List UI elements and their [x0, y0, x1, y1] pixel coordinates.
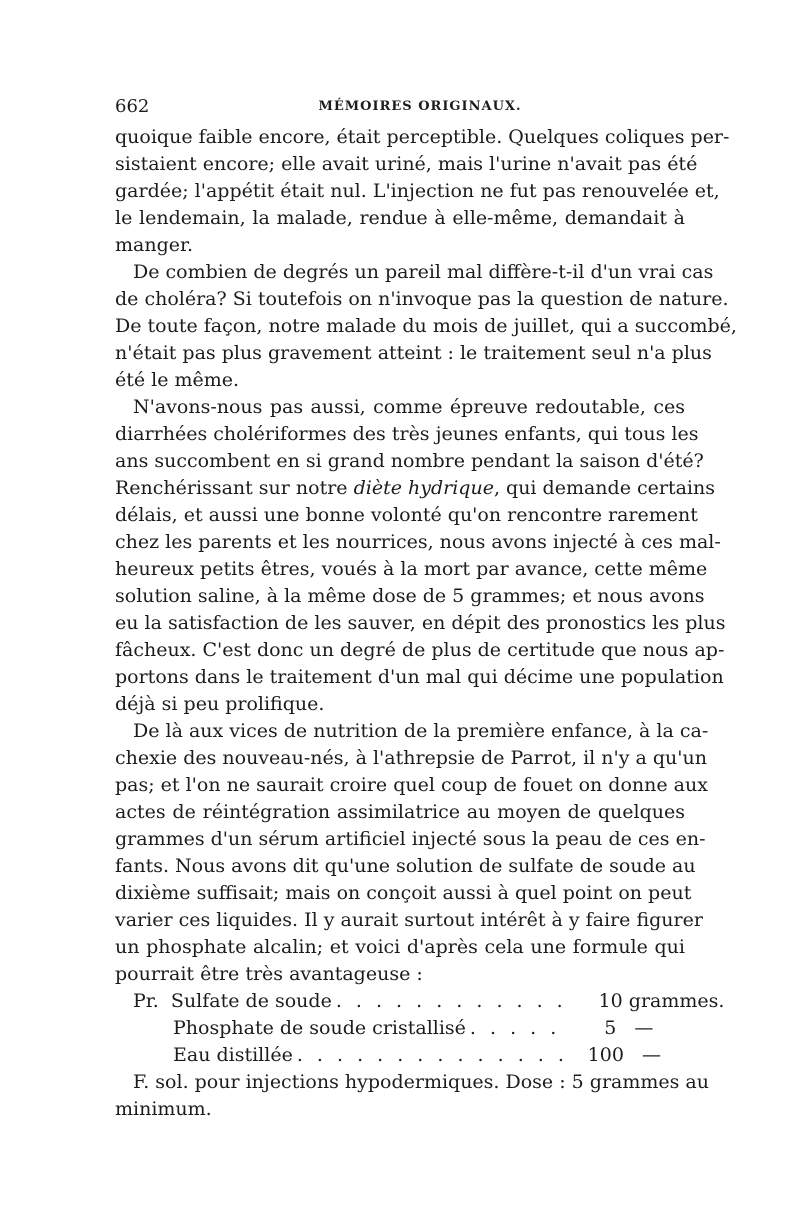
text-line: De là aux vices de nutrition de la première enfance, à la ca-	[133, 720, 709, 742]
text-line: de choléra? Si toutefois on n'invoque pas la question de nature.	[115, 288, 729, 310]
ingredient-quantity	[564, 1015, 714, 1042]
ingredient-name: Sulfate de soude	[170, 990, 332, 1012]
text-line-with-italic	[115, 475, 715, 502]
text-fragment: , qui demande certains	[493, 477, 715, 499]
text-line: fâcheux. C'est donc un degré de plus de certitude que nous ap-	[115, 639, 725, 661]
text-line: heureux petits êtres, voués à la mort par avance, cette même	[115, 558, 708, 580]
running-title: MÉMOIRES ORIGINAUX.	[318, 99, 522, 114]
quantity-value: 100	[587, 1044, 624, 1066]
text-line: F. sol. pour injections hypodermiques. Dose : 5 grammes au	[133, 1071, 709, 1093]
text-line: n'était pas plus gravement atteint : le traitement seul n'a plus	[115, 342, 712, 364]
text-line: déjà si peu prolifique.	[115, 693, 325, 715]
text-line: le lendemain, la malade, rendue à elle-même, demandait à	[115, 207, 685, 229]
ingredient-quantity	[571, 988, 725, 1015]
text-line: été le même.	[115, 369, 240, 391]
recipe-row	[115, 988, 725, 1015]
text-line: solution saline, à la même dose de 5 grammes; et nous avons	[115, 585, 705, 607]
quantity-value: 5	[604, 1017, 617, 1039]
text-line: délais, et aussi une bonne volonté qu'on rencontre rarement	[115, 504, 698, 526]
text-line: grammes d'un sérum artificiel injecté sous la peau de ces en-	[115, 828, 706, 850]
text-line: manger.	[115, 234, 194, 256]
text-line: varier ces liquides. Il y aurait surtout intérêt à y faire figurer	[115, 909, 703, 931]
text-line: fants. Nous avons dit qu'une solution de sulfate de soude au	[115, 855, 696, 877]
ingredient-name: Phosphate de soude cristallisé	[173, 1017, 466, 1039]
running-head	[115, 96, 685, 118]
text-line: pas; et l'on ne saurait croire quel coup de fouet on donne aux	[115, 774, 708, 796]
text-line: De combien de degrés un pareil mal diffère-t-il d'un vrai cas	[133, 261, 714, 283]
ingredient-name: Eau distillée	[173, 1044, 293, 1066]
text-line: pourrait être très avantageuse :	[115, 963, 423, 985]
text-line: diarrhées cholériformes des très jeunes enfants, qui tous les	[115, 423, 699, 445]
text-line: De toute façon, notre malade du mois de juillet, qui a succombé,	[115, 315, 737, 337]
text-line: gardée; l'appétit était nul. L'injection ne fut pas renouvelée et,	[115, 180, 720, 202]
text-line: quoique faible encore, était perceptible. Quelques coliques per-	[115, 126, 730, 148]
text-line: portons dans le traitement d'un mal qui décime une population	[115, 666, 724, 688]
text-fragment: Renchérissant sur notre	[115, 477, 354, 499]
quantity-unit: —	[634, 1017, 654, 1039]
ingredient-quantity	[572, 1042, 722, 1069]
text-line: ans succombent en si grand nombre pendant la saison d'été?	[115, 450, 704, 472]
leader-dots: . . . . .	[469, 1017, 561, 1039]
quantity-value: 10	[598, 990, 623, 1012]
text-line: actes de réintégration assimilatrice au moyen de quelques	[115, 801, 685, 823]
recipe-row	[115, 1015, 685, 1042]
document-page	[115, 96, 737, 1123]
page-number: 662	[115, 96, 150, 117]
text-line: dixième suffisait; mais on conçoit aussi à quel point on peut	[115, 882, 692, 904]
text-line: sistaient encore; elle avait uriné, mais l'urine n'avait pas été	[115, 153, 698, 175]
text-line: minimum.	[115, 1098, 212, 1120]
recipe-row	[115, 1042, 685, 1069]
recipe-prefix	[133, 988, 332, 1015]
italic-term: diète hydrique	[353, 477, 494, 499]
text-line: chez les parents et les nourrices, nous avons injecté à ces mal-	[115, 531, 721, 553]
quantity-unit: —	[642, 1044, 662, 1066]
quantity-unit: grammes.	[628, 990, 725, 1012]
text-line: eu la satisfaction de les sauver, en dépit des pronostics les plus	[115, 612, 726, 634]
text-line: un phosphate alcalin; et voici d'après cela une formule qui	[115, 936, 685, 958]
prescription-abbrev: Pr.	[133, 990, 159, 1012]
leader-dots: . . . . . . . . . . . . . .	[296, 1044, 568, 1066]
text-line: N'avons-nous pas aussi, comme épreuve redoutable, ces	[133, 396, 685, 418]
leader-dots: . . . . . . . . . . . .	[335, 990, 567, 1012]
text-line: chexie des nouveau-nés, à l'athrepsie de Parrot, il n'y a qu'un	[115, 747, 707, 769]
body-text	[115, 124, 737, 1123]
